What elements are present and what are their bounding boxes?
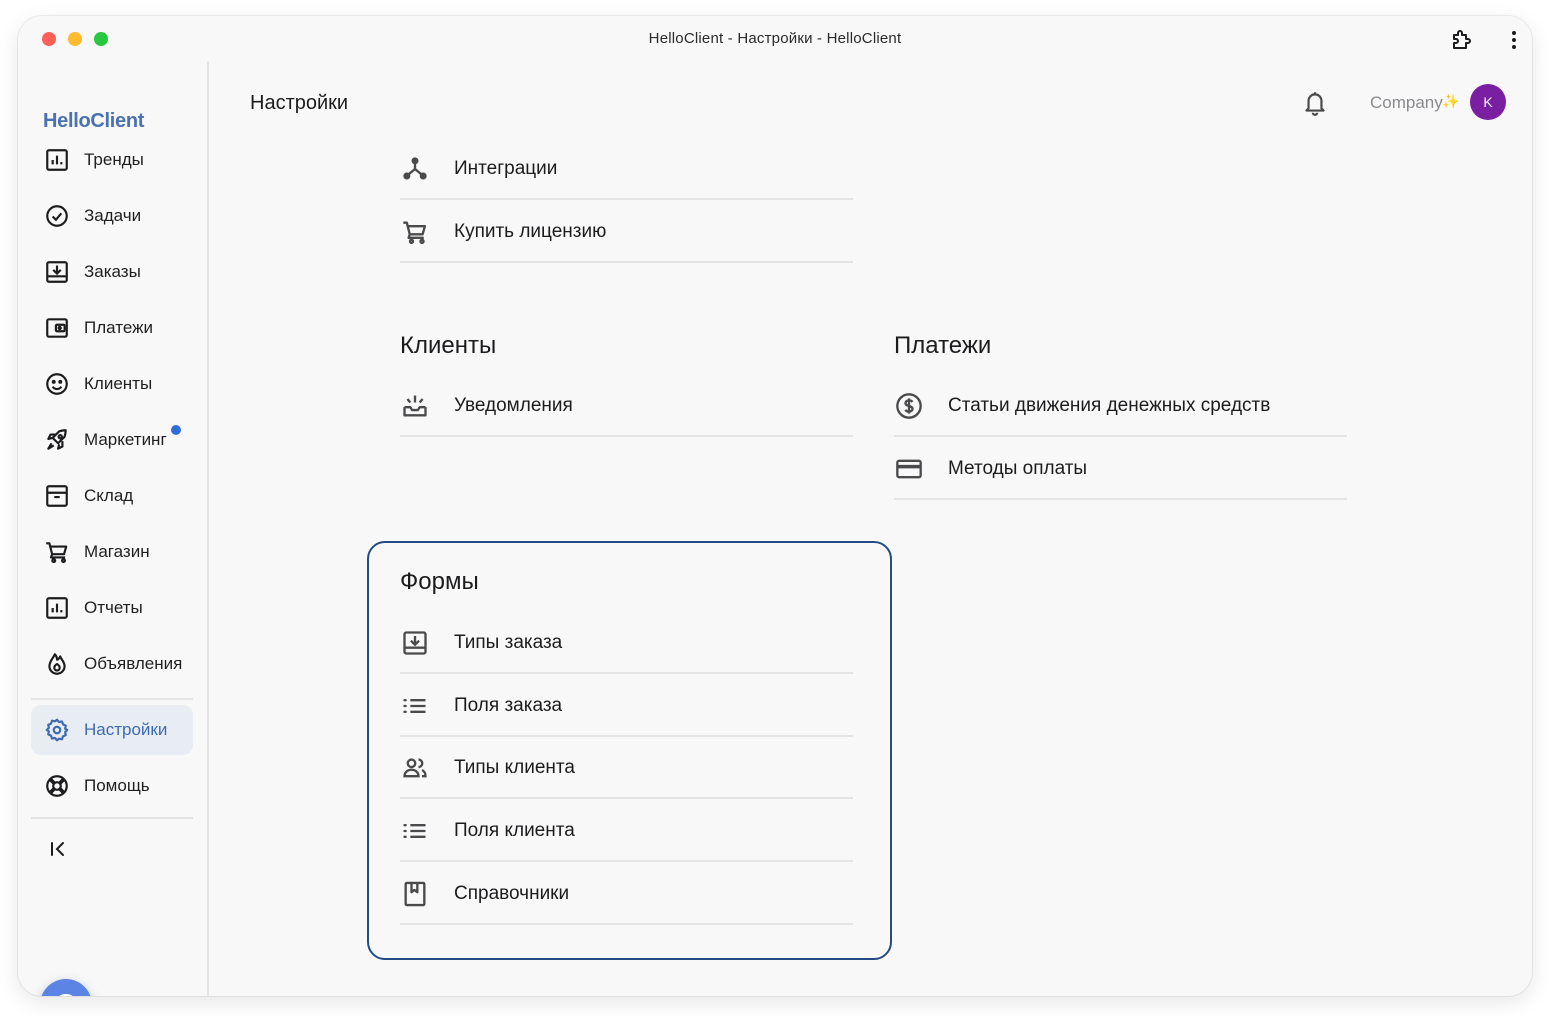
settings-row-label: Поля заказа xyxy=(454,695,563,716)
bell-icon[interactable] xyxy=(1302,89,1328,117)
chart-box-icon xyxy=(44,595,70,621)
sidebar-item-label: Маркетинг xyxy=(84,430,167,449)
sidebar xyxy=(18,62,209,996)
settings-row-client-fields[interactable] xyxy=(400,799,853,862)
sidebar-item-settings[interactable] xyxy=(31,705,193,755)
rocket-icon xyxy=(44,427,70,453)
settings-row-order-types[interactable] xyxy=(400,611,853,674)
sidebar-item-trends[interactable] xyxy=(31,135,193,185)
settings-row-integrations[interactable] xyxy=(400,137,853,200)
title-bar xyxy=(18,16,1532,62)
sidebar-item-label: Отчеты xyxy=(84,598,143,617)
credit-card-icon xyxy=(895,455,923,483)
lifebuoy-icon xyxy=(44,773,70,799)
settings-row-payment-methods[interactable] xyxy=(894,437,1347,500)
download-box-icon xyxy=(44,259,70,285)
sidebar-item-payments[interactable] xyxy=(31,303,193,353)
check-circle-icon xyxy=(44,203,70,229)
sidebar-divider xyxy=(31,698,193,700)
app-window xyxy=(18,16,1532,996)
settings-row-label: Справочники xyxy=(454,883,570,904)
sidebar-item-help[interactable] xyxy=(31,761,193,811)
sidebar-item-warehouse[interactable] xyxy=(31,471,193,521)
settings-row-label: Поля клиента xyxy=(454,820,575,841)
sidebar-item-label: Тренды xyxy=(84,150,144,169)
archive-icon xyxy=(44,483,70,509)
smile-icon xyxy=(44,371,70,397)
app-logo[interactable]: HelloClient xyxy=(43,110,145,132)
sidebar-item-clients[interactable] xyxy=(31,359,193,409)
settings-row-label: Методы оплаты xyxy=(948,458,1088,479)
settings-row-client-types[interactable] xyxy=(400,736,853,799)
users-icon xyxy=(401,754,429,782)
collapse-sidebar-icon[interactable] xyxy=(46,837,70,861)
sidebar-item-label: Заказы xyxy=(84,262,141,281)
sidebar-item-label: Магазин xyxy=(84,542,150,561)
flame-icon xyxy=(44,651,70,677)
sidebar-item-label: Объявления xyxy=(84,654,183,673)
section-title-payments: Платежи xyxy=(894,332,992,359)
sidebar-item-shop[interactable] xyxy=(31,527,193,577)
avatar[interactable]: K xyxy=(1470,84,1506,120)
sidebar-item-marketing[interactable] xyxy=(31,415,193,465)
marketing-badge xyxy=(171,425,181,435)
settings-row-label: Статьи движения денежных средств xyxy=(948,395,1271,416)
integrations-icon xyxy=(401,155,429,183)
sidebar-item-label: Помощь xyxy=(84,776,150,795)
settings-row-cashflow-items[interactable] xyxy=(894,374,1347,437)
sidebar-item-label: Настройки xyxy=(84,720,168,739)
notification-tray-icon xyxy=(401,392,429,420)
settings-row-label: Интеграции xyxy=(454,158,558,179)
settings-row-label: Типы клиента xyxy=(454,757,575,778)
sidebar-item-announcements[interactable] xyxy=(31,639,193,689)
sparkle-icon: ✨ xyxy=(1442,93,1460,109)
settings-row-label: Купить лицензию xyxy=(454,221,607,242)
sidebar-item-reports[interactable] xyxy=(31,583,193,633)
window-title: HelloClient - Настройки - HelloClient xyxy=(648,30,902,47)
settings-row-order-fields[interactable] xyxy=(400,674,853,737)
sidebar-item-tasks[interactable] xyxy=(31,191,193,241)
settings-row-buy-license[interactable] xyxy=(400,200,853,263)
gear-icon xyxy=(44,717,70,743)
settings-row-notifications[interactable] xyxy=(400,374,853,437)
chat-bubble-icon xyxy=(52,991,80,996)
section-title-forms: Формы xyxy=(400,568,479,595)
settings-row-directories[interactable] xyxy=(400,862,853,925)
book-icon xyxy=(401,880,429,908)
section-title-clients: Клиенты xyxy=(400,332,497,359)
sidebar-item-orders[interactable] xyxy=(31,247,193,297)
download-box-icon xyxy=(401,629,429,657)
more-menu-icon[interactable] xyxy=(1502,28,1526,52)
chart-box-icon xyxy=(44,147,70,173)
settings-row-label: Типы заказа xyxy=(454,632,563,653)
cart-icon xyxy=(401,218,429,246)
settings-row-label: Уведомления xyxy=(454,395,573,416)
cart-icon xyxy=(44,539,70,565)
chat-button[interactable] xyxy=(40,979,92,996)
extension-icon[interactable] xyxy=(1450,28,1474,52)
sidebar-divider xyxy=(31,817,193,819)
wallet-icon xyxy=(44,315,70,341)
list-icon xyxy=(401,817,429,845)
company-switcher[interactable]: Company xyxy=(1370,93,1443,112)
page-title: Настройки xyxy=(250,92,349,114)
list-icon xyxy=(401,692,429,720)
dollar-circle-icon xyxy=(895,392,923,420)
sidebar-item-label: Платежи xyxy=(84,318,153,337)
sidebar-item-label: Клиенты xyxy=(84,374,153,393)
sidebar-item-label: Склад xyxy=(84,486,134,505)
sidebar-item-label: Задачи xyxy=(84,206,142,225)
